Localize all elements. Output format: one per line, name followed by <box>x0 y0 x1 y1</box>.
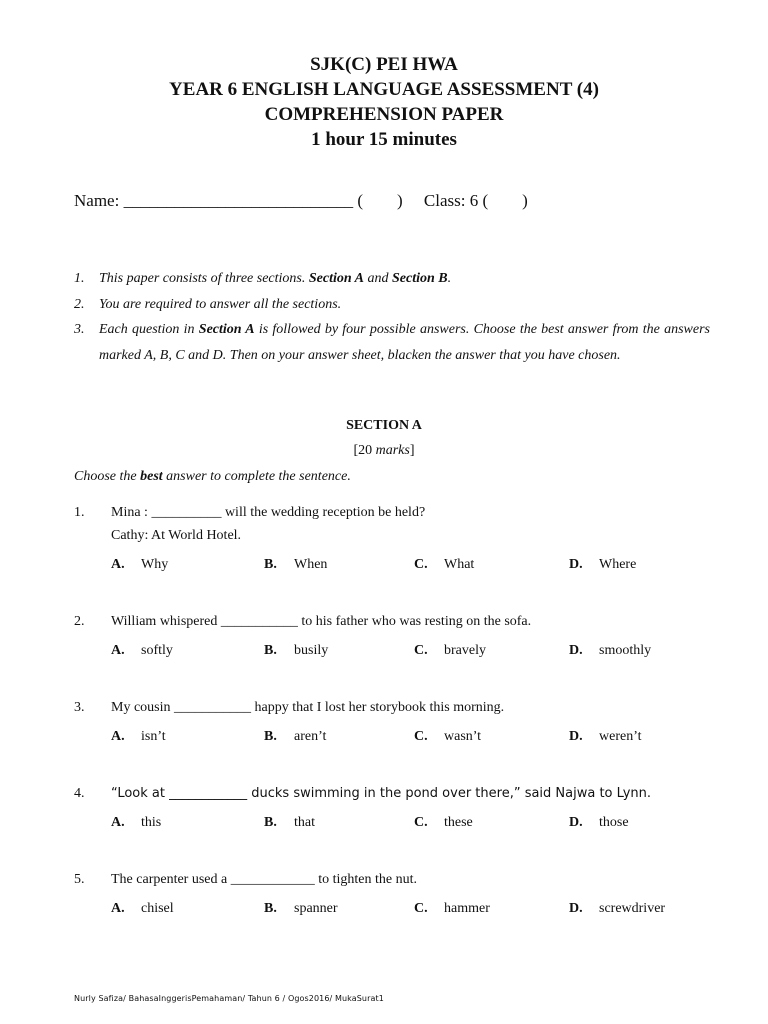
option-a[interactable]: A. this <box>111 815 162 830</box>
paper-duration: 1 hour 15 minutes <box>311 129 457 150</box>
option-a[interactable]: A. Why <box>111 557 169 572</box>
option-b[interactable]: B. aren’t <box>264 729 327 744</box>
instruction-number: 2. <box>74 296 85 312</box>
question-number: 5. <box>74 872 85 887</box>
instruction-item: 1. This paper consists of three sections. Section A and Section B. <box>74 266 710 292</box>
option-b[interactable]: B. spanner <box>264 901 338 916</box>
section-directive: Choose the best answer to complete the sentence. <box>74 469 351 484</box>
assessment-title: YEAR 6 ENGLISH LANGUAGE ASSESSMENT (4) <box>169 79 599 100</box>
option-c[interactable]: C. bravely <box>414 643 486 658</box>
option-c[interactable]: C. hammer <box>414 901 490 916</box>
question-text: My cousin ___________ happy that I lost her storybook this morning. <box>111 700 505 715</box>
school-name: SJK(C) PEI HWA <box>310 54 458 75</box>
option-d[interactable]: D. weren’t <box>569 729 642 744</box>
question-text-line2: Cathy: At World Hotel. <box>111 528 242 543</box>
question-number: 1. <box>74 505 85 520</box>
option-b[interactable]: B. When <box>264 557 328 572</box>
option-c[interactable]: C. these <box>414 815 473 830</box>
option-d[interactable]: D. those <box>569 815 629 830</box>
instruction-number: 1. <box>74 271 85 286</box>
paper-title: COMPREHENSION PAPER <box>264 104 504 125</box>
option-d[interactable]: D. Where <box>569 557 637 572</box>
student-name-class-line: Name: ___________________________ ( ) Class: 6 ( ) <box>74 191 528 210</box>
option-c[interactable]: C. wasn’t <box>414 729 482 744</box>
option-c[interactable]: C. What <box>414 557 475 572</box>
question-number: 2. <box>74 614 85 629</box>
option-d[interactable]: D. smoothly <box>569 643 652 658</box>
option-d[interactable]: D. screwdriver <box>569 901 666 916</box>
option-a[interactable]: A. chisel <box>111 901 174 916</box>
question-text: William whispered ___________ to his father who was resting on the sofa. <box>111 614 532 629</box>
option-b[interactable]: B. busily <box>264 643 329 658</box>
question-number: 4. <box>74 786 85 801</box>
section-title: SECTION A <box>346 418 422 433</box>
question-number: 3. <box>74 700 85 715</box>
section-marks: [20 marks] <box>353 443 415 458</box>
option-a[interactable]: A. softly <box>111 643 173 658</box>
question-text: Mina : __________ will the wedding reception be held? <box>111 505 426 520</box>
instructions-list <box>74 266 710 368</box>
question-text: “Look at ____________ ducks swimming in the pond over there,” said Najwa to Lynn. <box>111 786 651 801</box>
option-a[interactable]: A. isn’t <box>111 729 166 744</box>
instruction-item: 2. You are required to answer all the sections. <box>74 292 710 318</box>
instruction-number: 3. <box>74 322 85 337</box>
question-text: The carpenter used a ____________ to tighten the nut. <box>111 872 417 887</box>
paper-header <box>0 52 768 152</box>
instruction-item: 3. Each question in Section A is followed by four possible answers. Choose the best answer from the answers marked A, B, C and D. Then on your answer sheet, blacken the answer that you have chosen. <box>74 317 710 368</box>
page-footer: Nurly Safiza/ BahasaInggerisPemahaman/ Tahun 6 / Ogos2016/ MukaSurat1 <box>74 994 384 1003</box>
option-b[interactable]: B. that <box>264 815 315 830</box>
